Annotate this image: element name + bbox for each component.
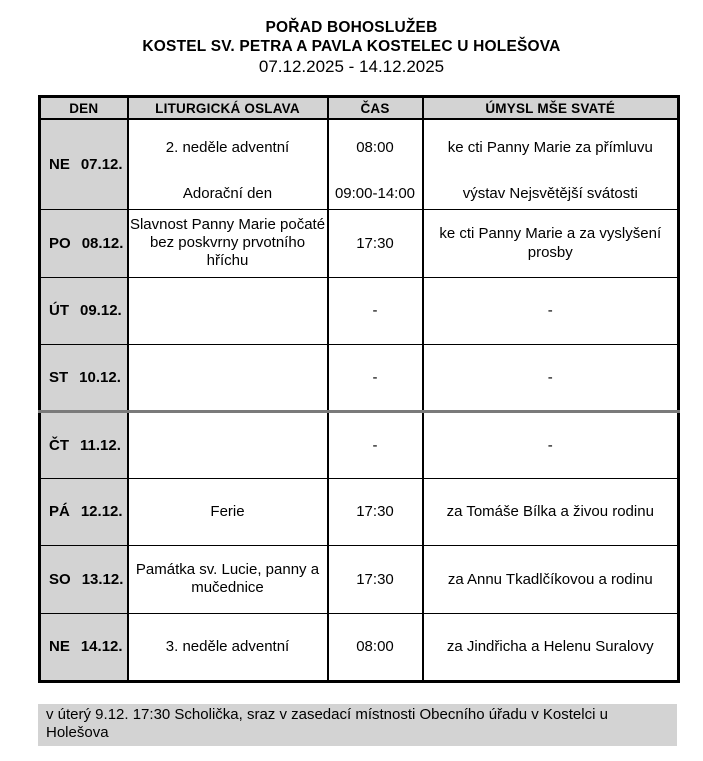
day-abbr: ST [49, 368, 69, 386]
column-header-day: DEN [40, 97, 128, 120]
day-date: 11.12. [80, 436, 121, 454]
table-header-row [40, 97, 679, 120]
intention-cell: - [423, 344, 679, 411]
day-cell [40, 344, 128, 411]
day-label [41, 503, 127, 520]
day-label [41, 156, 127, 173]
celebration-entry-2: Adorační den [182, 185, 273, 203]
document-date-range: 07.12.2025 - 14.12.2025 [258, 57, 445, 76]
celebration-cell: 3. neděle adventní [128, 613, 328, 681]
document-title-line1: POŘAD BOHOSLUŽEB [265, 19, 438, 36]
day-cell [40, 209, 128, 277]
time-stack [329, 125, 422, 203]
celebration-cell [128, 344, 328, 411]
day-abbr: ČT [49, 436, 69, 454]
day-abbr: PO [49, 234, 71, 252]
time-entry-1: 08:00 [356, 139, 394, 157]
time-cell: 17:30 [328, 209, 423, 277]
day-date: 07.12. [80, 155, 123, 173]
day-abbr: NE [49, 155, 70, 173]
day-date: 10.12. [79, 368, 121, 386]
day-cell [40, 478, 128, 545]
schedule-table [38, 95, 680, 683]
table-row-monday-08 [40, 209, 679, 277]
document-header [0, 0, 703, 76]
intention-entry-1: ke cti Panny Marie za přímluvu [447, 139, 653, 157]
time-cell: 08:00 [328, 613, 423, 681]
time-cell: - [328, 277, 423, 344]
intention-cell: - [423, 277, 679, 344]
day-label [41, 437, 127, 454]
intention-cell: ke cti Panny Marie a za vyslyšení prosby [423, 209, 679, 277]
celebration-cell [128, 119, 328, 209]
intention-cell: - [423, 411, 679, 478]
time-cell: - [328, 344, 423, 411]
table-row-sunday-07 [40, 119, 679, 209]
day-cell [40, 613, 128, 681]
day-cell [40, 545, 128, 613]
day-cell [40, 119, 128, 209]
table-row-thursday-11 [40, 411, 679, 478]
day-date: 14.12. [80, 638, 123, 655]
celebration-cell [128, 277, 328, 344]
day-date: 09.12. [80, 302, 122, 319]
day-label [41, 638, 127, 655]
day-abbr: SO [49, 570, 71, 588]
day-abbr: NE [49, 638, 70, 655]
celebration-cell: Památka sv. Lucie, panny a mučednice [128, 545, 328, 613]
column-header-intention: ÚMYSL MŠE SVATÉ [423, 97, 679, 120]
intention-entry-2: výstav Nejsvětější svátosti [462, 185, 638, 203]
day-abbr: ÚT [49, 302, 69, 319]
celebration-stack [129, 125, 327, 203]
celebration-cell [128, 411, 328, 478]
time-cell: 17:30 [328, 545, 423, 613]
column-header-time: ČAS [328, 97, 423, 120]
day-date: 08.12. [81, 234, 124, 252]
document-title-line2: KOSTEL SV. PETRA A PAVLA KOSTELEC U HOLEŠOVA [142, 38, 561, 55]
intention-cell: za Tomáše Bílka a živou rodinu [423, 478, 679, 545]
time-cell: - [328, 411, 423, 478]
table-row-sunday-14 [40, 613, 679, 681]
intention-cell: za Annu Tkadlčíkovou a rodinu [423, 545, 679, 613]
intention-cell: za Jindřicha a Helenu Suralovy [423, 613, 679, 681]
table-row-saturday-13 [40, 545, 679, 613]
day-label [41, 571, 127, 588]
time-entry-2: 09:00-14:00 [334, 185, 416, 203]
column-header-celebration: LITURGICKÁ OSLAVA [128, 97, 328, 120]
day-abbr: PÁ [49, 503, 70, 520]
day-label [41, 369, 127, 386]
day-cell [40, 411, 128, 478]
celebration-cell: Ferie [128, 478, 328, 545]
intention-stack [424, 125, 678, 203]
table-row-friday-12 [40, 478, 679, 545]
day-label [41, 235, 127, 252]
day-date: 13.12. [81, 570, 124, 588]
day-label [41, 302, 127, 319]
day-date: 12.12. [80, 503, 123, 520]
time-cell [328, 119, 423, 209]
time-cell: 17:30 [328, 478, 423, 545]
footer-note: v úterý 9.12. 17:30 Scholička, sraz v zasedací místnosti Obecního úřadu v Kostelci u Holešova [38, 704, 677, 746]
celebration-cell: Slavnost Panny Marie počaté bez poskvrny prvotního hříchu [128, 209, 328, 277]
day-cell [40, 277, 128, 344]
table-row-wednesday-10 [40, 344, 679, 411]
celebration-entry-1: 2. neděle adventní [165, 139, 290, 157]
intention-cell [423, 119, 679, 209]
table-row-tuesday-09 [40, 277, 679, 344]
